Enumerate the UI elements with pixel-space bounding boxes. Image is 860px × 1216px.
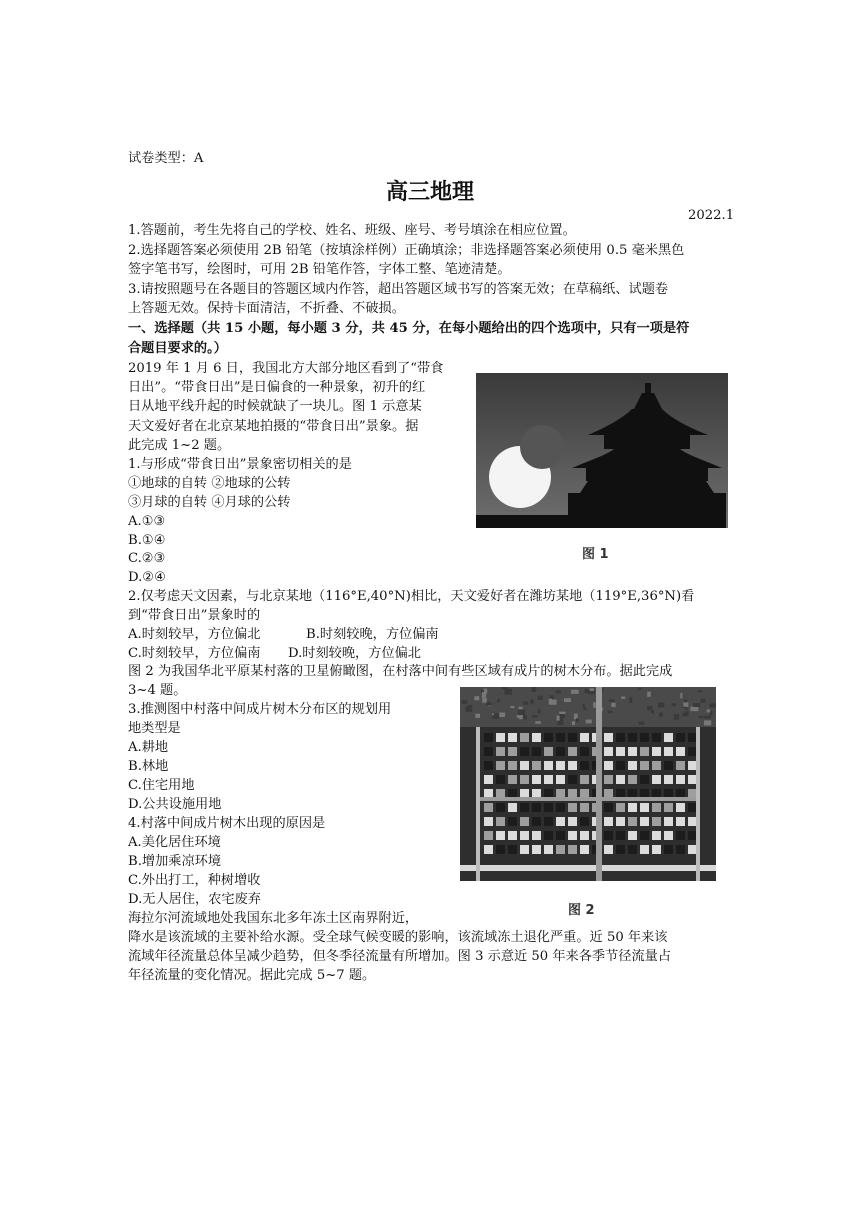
figure-2-caption: 图 2 [568,903,595,918]
question-options: ③月球的自转 ④月球的公转 [128,495,291,510]
choice-b[interactable]: B.增加乘凉环境 [128,854,222,869]
choice-c[interactable]: C.住宅用地 [128,778,195,793]
question-options: ①地球的自转 ②地球的公转 [128,476,291,491]
figure-1-photo [476,373,728,528]
question-stem: 4.村落中间成片树木出现的原因是 [128,816,326,831]
instruction-line: 1.答题前，考生先将自己的学校、姓名、班级、座号、考号填涂在相应位置。 [128,223,576,238]
instruction-line: 上答题无效。保持卡面清洁，不折叠、不破损。 [128,301,405,316]
choice-c[interactable]: C.②③ [128,551,166,566]
instruction-line: 2.选择题答案必须使用 2B 铅笔（按填涂样例）正确填涂；非选择题答案必须使用 0.5 毫米黑色 [128,243,685,258]
village-satellite-image [460,687,716,881]
passage-line: 图 2 为我国华北平原某村落的卫星俯瞰图，在村落中间有些区域有成片的树木分布。据此完成 [128,664,673,679]
instruction-line: 签字笔书写，绘图时，可用 2B 铅笔作答，字体工整、笔迹清楚。 [128,262,511,277]
choice-c[interactable]: C.时刻较早，方位偏南 [128,646,261,661]
choice-a[interactable]: A.美化居住环境 [128,835,221,850]
exam-type-label: 试卷类型：A [128,151,204,166]
choice-d[interactable]: D.公共设施用地 [128,797,222,812]
passage-line: 2019 年 1 月 6 日，我国北方大部分地区看到了“带食 [128,361,444,376]
passage-line: 3~4 题。 [128,683,187,698]
choice-b[interactable]: B.①④ [128,533,166,548]
passage-line: 日出”。“带食日出”是日偏食的一种景象，初升的红 [128,380,426,395]
choice-c[interactable]: C.外出打工，种树增收 [128,873,261,888]
passage-line: 流域年径流量总体呈减少趋势，但冬季径流量有所增加。图 3 示意近 50 年来各季节径流量占 [128,949,672,964]
exam-date: 2022.1 [688,208,735,223]
instruction-line: 3.请按照题号在各题目的答题区域内作答，超出答题区域书写的答案无效；在草稿纸、试题卷 [128,282,669,297]
choice-d[interactable]: D.时刻较晚，方位偏北 [288,646,421,661]
passage-line: 日从地平线升起的时候就缺了一块儿。图 1 示意某 [128,399,422,414]
figure-2-photo [460,687,716,881]
choice-b[interactable]: B.林地 [128,759,169,774]
passage-line: 此完成 1~2 题。 [128,438,231,453]
passage-line: 降水是该流域的主要补给水源。受全球气候变暖的影响，该流域冻土退化严重。近 50 年来该 [128,930,668,945]
question-stem: 到“带食日出”景象时的 [128,608,261,623]
question-stem: 2.仅考虑天文因素，与北京某地（116°E,40°N)相比，天文爱好者在潍坊某地（119°E,36°N)看 [128,589,695,604]
choice-d[interactable]: D.②④ [128,570,166,585]
passage-line: 天文爱好者在北京某地拍摄的“带食日出”景象。据 [128,419,419,434]
question-stem: 1.与形成“带食日出”景象密切相关的是 [128,457,352,472]
question-stem: 地类型是 [128,721,181,736]
section-heading: 合题目要求的。） [128,341,227,356]
choice-d[interactable]: D.无人居住，农宅废弃 [128,892,261,907]
choice-a[interactable]: A.时刻较早，方位偏北 [128,627,261,642]
passage-line: 年径流量的变化情况。据此完成 5~7 题。 [128,968,376,983]
eclipse-sunrise-image [476,373,728,528]
section-heading: 一、选择题（共 15 小题，每小题 3 分，共 45 分，在每小题给出的四个选项中，只有一项是符 [128,321,690,336]
page-title: 高三地理 [385,179,474,205]
choice-b[interactable]: B.时刻较晚，方位偏南 [306,627,439,642]
choice-a[interactable]: A.①③ [128,514,166,529]
figure-1-caption: 图 1 [582,547,609,562]
choice-a[interactable]: A.耕地 [128,740,169,755]
question-stem: 3.推测图中村落中间成片树木分布区的规划用 [128,702,392,717]
passage-line: 海拉尔河流域地处我国东北多年冻土区南界附近， [128,911,419,926]
